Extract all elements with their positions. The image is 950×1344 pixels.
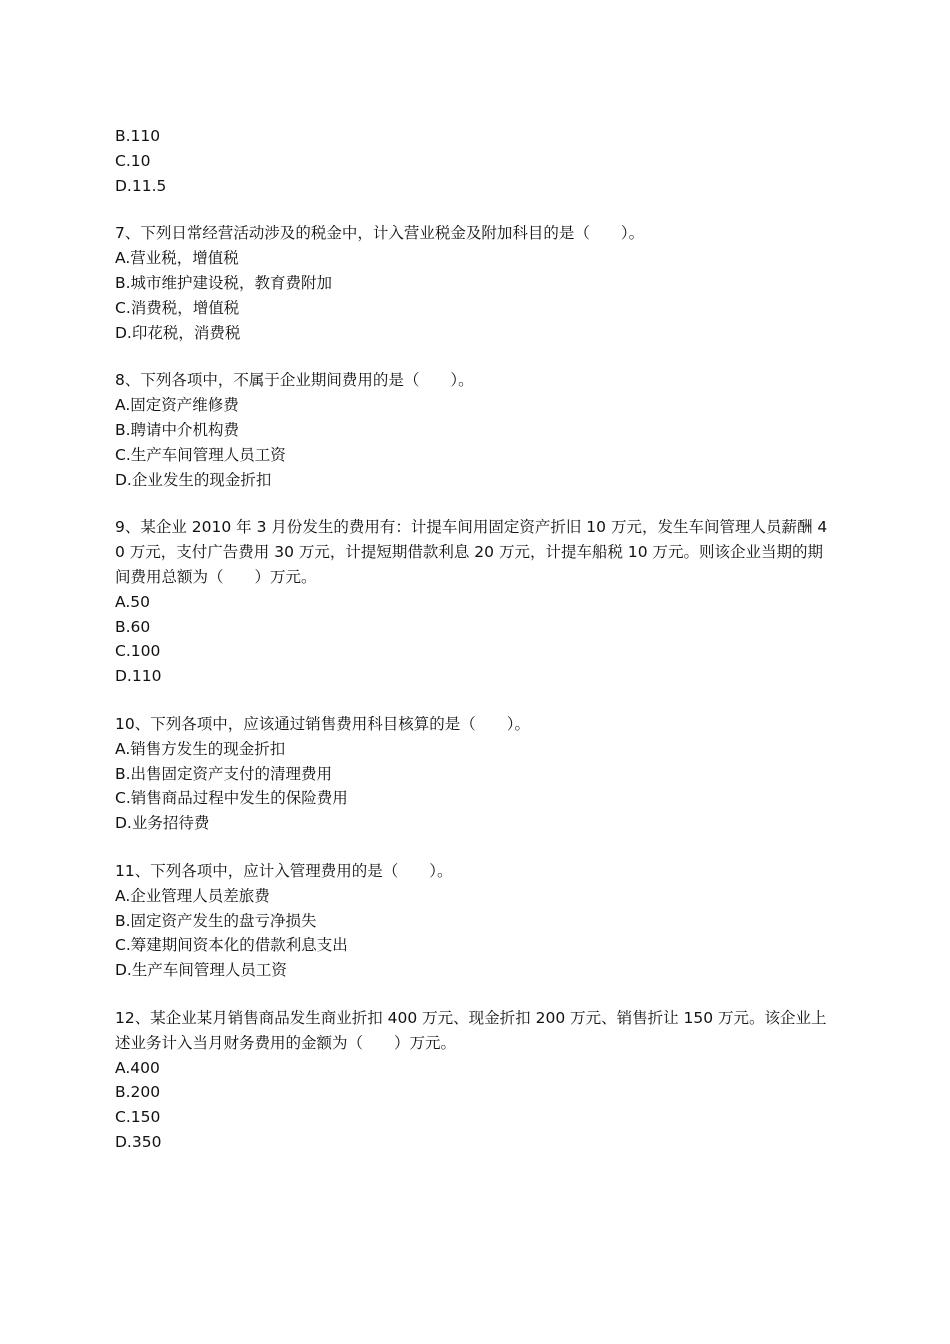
option-b: B.聘请中介机构费 <box>115 420 240 439</box>
option-c: C.消费税，增值税 <box>115 298 240 317</box>
option-b: B.出售固定资产支付的清理费用 <box>115 764 333 783</box>
option-d: D.业务招待费 <box>115 814 210 833</box>
question-options <box>115 884 840 983</box>
question-stem: 10、下列各项中，应该通过销售费用科目核算的是（ ）。 <box>115 714 530 733</box>
document-page <box>115 124 840 1155</box>
question-options <box>115 1056 840 1155</box>
option-a: A.400 <box>115 1058 160 1077</box>
question-options <box>115 590 840 689</box>
question-options <box>115 393 840 492</box>
option-d: D.生产车间管理人员工资 <box>115 961 287 980</box>
option-b: B.固定资产发生的盘亏净损失 <box>115 911 317 930</box>
option-a: A.企业管理人员差旅费 <box>115 886 270 905</box>
option-b: B.200 <box>115 1083 161 1102</box>
leading-options <box>115 124 840 198</box>
question-options <box>115 737 840 836</box>
question-8 <box>115 368 840 492</box>
option-c: C.100 <box>115 642 161 661</box>
question-9 <box>115 515 840 689</box>
question-stem: 12、某企业某月销售商品发生商业折扣 400 万元、现金折扣 200 万元、销售折让 150 万元。该企业上述业务计入当月财务费用的金额为（ ）万元。 <box>115 1008 827 1052</box>
option-c: C.10 <box>115 151 151 170</box>
option-c: C.销售商品过程中发生的保险费用 <box>115 789 348 808</box>
option-c: C.筹建期间资本化的借款利息支出 <box>115 936 348 955</box>
option-b: B.60 <box>115 617 151 636</box>
question-7 <box>115 221 840 345</box>
option-d: D.印花税，消费税 <box>115 323 241 342</box>
question-stem: 7、下列日常经营活动涉及的税金中，计入营业税金及附加科目的是（ ）。 <box>115 224 645 243</box>
question-stem: 9、某企业 2010 年 3 月份发生的费用有：计提车间用固定资产折旧 10 万元，发生车间管理人员薪酬 40 万元，支付广告费用 30 万元，计提短期借款利息 20 万元，计提车船税 10 万元。则该企业当期的期间费用总额为（ ）万元。 <box>115 518 828 586</box>
option-b: B.城市维护建设税，教育费附加 <box>115 273 333 292</box>
option-c: C.150 <box>115 1108 161 1127</box>
option-a: A.营业税，增值税 <box>115 249 239 268</box>
option-a: A.销售方发生的现金折扣 <box>115 739 286 758</box>
question-stem: 8、下列各项中，不属于企业期间费用的是（ ）。 <box>115 371 474 390</box>
question-12 <box>115 1006 840 1155</box>
option-d: D.企业发生的现金折扣 <box>115 470 272 489</box>
option-a: A.50 <box>115 592 150 611</box>
option-d: D.110 <box>115 667 162 686</box>
question-10 <box>115 712 840 836</box>
question-options <box>115 246 840 345</box>
option-a: A.固定资产维修费 <box>115 396 239 415</box>
option-d: D.350 <box>115 1132 162 1151</box>
option-c: C.生产车间管理人员工资 <box>115 445 286 464</box>
question-11 <box>115 859 840 983</box>
question-stem: 11、下列各项中，应计入管理费用的是（ ）。 <box>115 861 453 880</box>
option-b: B.110 <box>115 127 161 145</box>
option-d: D.11.5 <box>115 176 167 195</box>
